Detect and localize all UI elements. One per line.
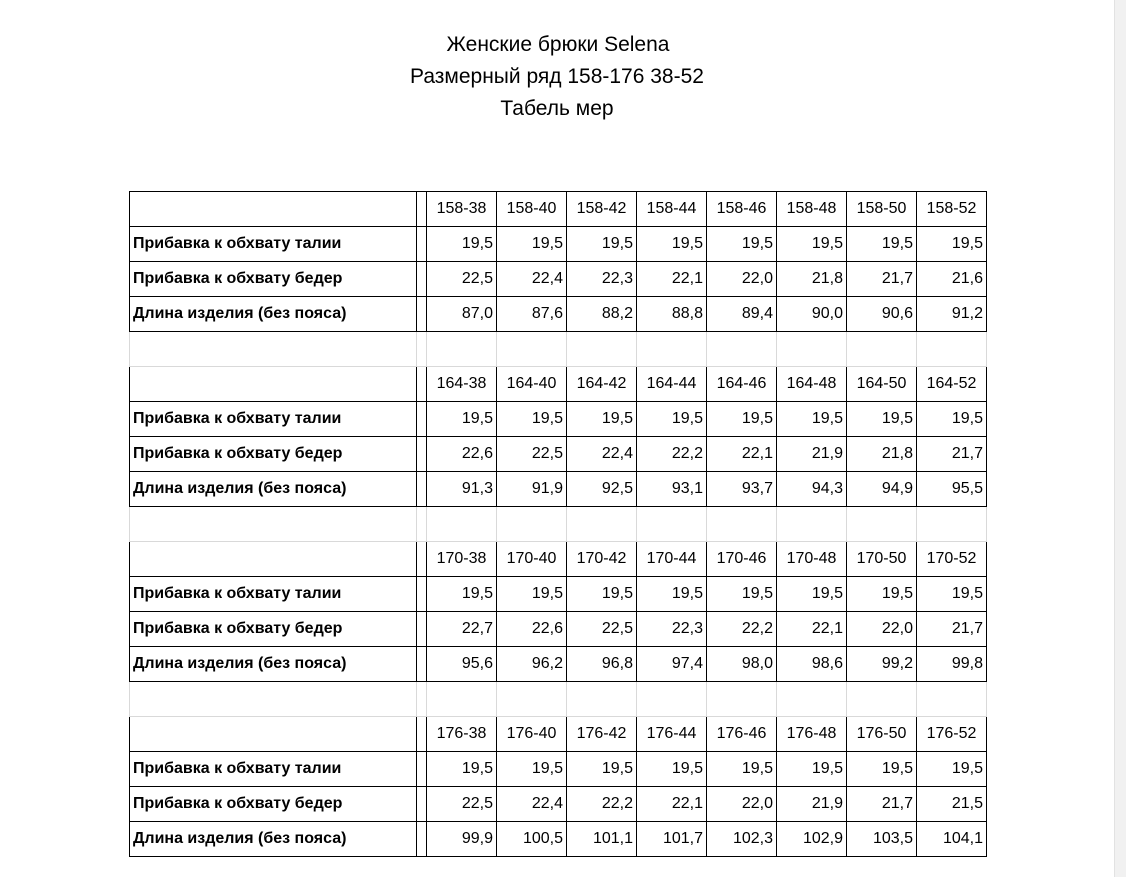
measurement-value: 19,5 <box>637 577 707 612</box>
measurement-value: 22,5 <box>497 437 567 472</box>
size-code-cell: 176-50 <box>847 717 917 752</box>
size-code-cell: 176-44 <box>637 717 707 752</box>
empty-cell <box>497 507 567 542</box>
measurement-value: 19,5 <box>847 577 917 612</box>
size-chart-body <box>130 192 987 857</box>
empty-cell <box>777 507 847 542</box>
empty-cell <box>130 332 417 367</box>
measurement-value: 19,5 <box>847 752 917 787</box>
gap-cell <box>417 717 427 752</box>
empty-cell <box>417 507 427 542</box>
measurement-value: 98,6 <box>777 647 847 682</box>
measurement-label: Прибавка к обхвату талии <box>130 402 417 437</box>
size-header-row <box>130 367 987 402</box>
gap-cell <box>417 472 427 507</box>
header-label-cell <box>130 192 417 227</box>
measurement-value: 102,9 <box>777 822 847 857</box>
spacer-row <box>130 507 987 542</box>
measurement-value: 97,4 <box>637 647 707 682</box>
measurement-value: 19,5 <box>427 752 497 787</box>
size-code-cell: 158-40 <box>497 192 567 227</box>
size-code-cell: 170-50 <box>847 542 917 577</box>
gap-cell <box>417 402 427 437</box>
measurement-value: 22,6 <box>497 612 567 647</box>
empty-cell <box>497 332 567 367</box>
measurement-value: 22,2 <box>637 437 707 472</box>
empty-cell <box>847 507 917 542</box>
empty-cell <box>427 332 497 367</box>
size-code-cell: 170-44 <box>637 542 707 577</box>
gap-cell <box>417 787 427 822</box>
measurement-value: 19,5 <box>497 227 567 262</box>
header-label-cell <box>130 367 417 402</box>
gap-cell <box>417 822 427 857</box>
empty-cell <box>917 682 987 717</box>
size-code-cell: 176-40 <box>497 717 567 752</box>
row-waist-ease <box>130 402 987 437</box>
empty-cell <box>567 507 637 542</box>
measurement-value: 95,6 <box>427 647 497 682</box>
measurement-value: 103,5 <box>847 822 917 857</box>
size-code-cell: 170-48 <box>777 542 847 577</box>
gap-cell <box>417 297 427 332</box>
measurement-value: 22,4 <box>567 437 637 472</box>
measurement-value: 22,2 <box>707 612 777 647</box>
measurement-value: 22,4 <box>497 262 567 297</box>
empty-cell <box>427 682 497 717</box>
row-garment-length <box>130 822 987 857</box>
measurement-value: 19,5 <box>497 577 567 612</box>
measurement-label: Прибавка к обхвату бедер <box>130 262 417 297</box>
measurement-value: 101,7 <box>637 822 707 857</box>
empty-cell <box>917 332 987 367</box>
measurement-label: Прибавка к обхвату бедер <box>130 612 417 647</box>
measurement-value: 19,5 <box>847 227 917 262</box>
measurement-label: Длина изделия (без пояса) <box>130 647 417 682</box>
measurement-value: 19,5 <box>917 402 987 437</box>
measurement-label: Длина изделия (без пояса) <box>130 297 417 332</box>
row-garment-length <box>130 472 987 507</box>
measurement-value: 19,5 <box>567 227 637 262</box>
empty-cell <box>847 332 917 367</box>
measurement-value: 93,7 <box>707 472 777 507</box>
measurement-value: 22,6 <box>427 437 497 472</box>
size-code-cell: 176-38 <box>427 717 497 752</box>
empty-cell <box>427 507 497 542</box>
measurement-value: 90,0 <box>777 297 847 332</box>
gap-cell <box>417 542 427 577</box>
measurement-value: 19,5 <box>637 227 707 262</box>
gap-cell <box>417 192 427 227</box>
measurement-value: 22,5 <box>427 787 497 822</box>
empty-cell <box>417 332 427 367</box>
size-code-cell: 176-52 <box>917 717 987 752</box>
measurement-value: 21,7 <box>917 612 987 647</box>
size-code-cell: 170-46 <box>707 542 777 577</box>
size-header-row <box>130 717 987 752</box>
gap-cell <box>417 262 427 297</box>
measurement-value: 19,5 <box>917 227 987 262</box>
measurement-label: Длина изделия (без пояса) <box>130 472 417 507</box>
measurement-value: 22,7 <box>427 612 497 647</box>
measurement-value: 95,5 <box>917 472 987 507</box>
measurement-value: 87,6 <box>497 297 567 332</box>
measurement-value: 22,3 <box>567 262 637 297</box>
empty-cell <box>777 682 847 717</box>
measurement-label: Прибавка к обхвату бедер <box>130 787 417 822</box>
size-code-cell: 158-44 <box>637 192 707 227</box>
spacer-row <box>130 682 987 717</box>
measurement-value: 19,5 <box>777 402 847 437</box>
measurement-value: 96,8 <box>567 647 637 682</box>
measurement-value: 22,1 <box>637 787 707 822</box>
spacer-row <box>130 332 987 367</box>
row-hip-ease <box>130 437 987 472</box>
measurement-value: 104,1 <box>917 822 987 857</box>
measurement-value: 19,5 <box>777 227 847 262</box>
size-code-cell: 164-38 <box>427 367 497 402</box>
measurement-value: 102,3 <box>707 822 777 857</box>
empty-cell <box>637 332 707 367</box>
scrollbar-track[interactable] <box>1114 0 1126 877</box>
measurement-value: 21,7 <box>917 437 987 472</box>
measurement-value: 21,5 <box>917 787 987 822</box>
empty-cell <box>130 507 417 542</box>
measurement-value: 99,8 <box>917 647 987 682</box>
measurement-value: 21,9 <box>777 787 847 822</box>
measurement-value: 22,1 <box>707 437 777 472</box>
size-code-cell: 158-50 <box>847 192 917 227</box>
size-code-cell: 176-42 <box>567 717 637 752</box>
size-code-cell: 164-52 <box>917 367 987 402</box>
size-code-cell: 164-42 <box>567 367 637 402</box>
size-code-cell: 164-44 <box>637 367 707 402</box>
empty-cell <box>637 507 707 542</box>
measurement-value: 19,5 <box>497 752 567 787</box>
size-code-cell: 170-42 <box>567 542 637 577</box>
row-garment-length <box>130 647 987 682</box>
measurement-label: Прибавка к обхвату талии <box>130 752 417 787</box>
measurement-value: 21,8 <box>847 437 917 472</box>
measurement-value: 21,7 <box>847 787 917 822</box>
measurement-value: 92,5 <box>567 472 637 507</box>
size-code-cell: 164-40 <box>497 367 567 402</box>
measurement-label: Прибавка к обхвату талии <box>130 577 417 612</box>
measurement-value: 91,9 <box>497 472 567 507</box>
size-header-row <box>130 542 987 577</box>
title-size-range: Размерный ряд 158-176 38-52 <box>410 65 704 88</box>
measurement-value: 19,5 <box>917 752 987 787</box>
measurement-value: 22,1 <box>777 612 847 647</box>
row-hip-ease <box>130 262 987 297</box>
measurement-value: 100,5 <box>497 822 567 857</box>
measurement-value: 22,2 <box>567 787 637 822</box>
measurement-value: 19,5 <box>637 402 707 437</box>
size-code-cell: 158-42 <box>567 192 637 227</box>
measurement-value: 98,0 <box>707 647 777 682</box>
measurement-value: 19,5 <box>567 752 637 787</box>
title-product-name: Женские брюки Selena <box>446 33 670 56</box>
measurement-value: 19,5 <box>567 402 637 437</box>
size-code-cell: 158-38 <box>427 192 497 227</box>
measurement-value: 19,5 <box>497 402 567 437</box>
measurement-value: 88,8 <box>637 297 707 332</box>
empty-cell <box>497 682 567 717</box>
measurement-value: 22,0 <box>707 262 777 297</box>
measurement-value: 99,9 <box>427 822 497 857</box>
header-label-cell <box>130 542 417 577</box>
empty-cell <box>417 682 427 717</box>
measurement-value: 22,5 <box>427 262 497 297</box>
measurement-value: 91,2 <box>917 297 987 332</box>
measurement-value: 89,4 <box>707 297 777 332</box>
size-code-cell: 158-52 <box>917 192 987 227</box>
row-waist-ease <box>130 577 987 612</box>
measurement-value: 19,5 <box>707 227 777 262</box>
measurement-value: 19,5 <box>567 577 637 612</box>
empty-cell <box>847 682 917 717</box>
size-code-cell: 170-40 <box>497 542 567 577</box>
measurement-value: 21,6 <box>917 262 987 297</box>
empty-cell <box>637 682 707 717</box>
size-code-cell: 170-52 <box>917 542 987 577</box>
size-header-row <box>130 192 987 227</box>
measurement-value: 19,5 <box>427 227 497 262</box>
row-hip-ease <box>130 612 987 647</box>
row-hip-ease <box>130 787 987 822</box>
empty-cell <box>917 507 987 542</box>
measurement-value: 101,1 <box>567 822 637 857</box>
empty-cell <box>707 332 777 367</box>
size-code-cell: 158-48 <box>777 192 847 227</box>
measurement-value: 22,5 <box>567 612 637 647</box>
measurement-value: 22,0 <box>847 612 917 647</box>
measurement-label: Длина изделия (без пояса) <box>130 822 417 857</box>
empty-cell <box>567 332 637 367</box>
measurement-value: 96,2 <box>497 647 567 682</box>
measurement-value: 87,0 <box>427 297 497 332</box>
size-code-cell: 164-50 <box>847 367 917 402</box>
measurement-value: 19,5 <box>427 402 497 437</box>
size-code-cell: 158-46 <box>707 192 777 227</box>
gap-cell <box>417 367 427 402</box>
measurement-value: 19,5 <box>707 402 777 437</box>
size-code-cell: 176-48 <box>777 717 847 752</box>
row-garment-length <box>130 297 987 332</box>
size-code-cell: 164-46 <box>707 367 777 402</box>
measurement-value: 99,2 <box>847 647 917 682</box>
measurement-value: 22,0 <box>707 787 777 822</box>
empty-cell <box>777 332 847 367</box>
measurement-value: 21,8 <box>777 262 847 297</box>
size-code-cell: 164-48 <box>777 367 847 402</box>
measurement-value: 91,3 <box>427 472 497 507</box>
measurement-value: 88,2 <box>567 297 637 332</box>
size-code-cell: 170-38 <box>427 542 497 577</box>
gap-cell <box>417 227 427 262</box>
gap-cell <box>417 612 427 647</box>
measurement-value: 19,5 <box>847 402 917 437</box>
measurement-value: 19,5 <box>777 752 847 787</box>
measurement-value: 19,5 <box>777 577 847 612</box>
measurement-value: 21,7 <box>847 262 917 297</box>
measurement-value: 19,5 <box>707 577 777 612</box>
measurement-label: Прибавка к обхвату талии <box>130 227 417 262</box>
measurement-value: 94,3 <box>777 472 847 507</box>
measurement-value: 19,5 <box>917 577 987 612</box>
empty-cell <box>130 682 417 717</box>
measurement-value: 21,9 <box>777 437 847 472</box>
empty-cell <box>707 682 777 717</box>
size-code-cell: 176-46 <box>707 717 777 752</box>
measurement-value: 22,1 <box>637 262 707 297</box>
size-chart-table <box>129 191 987 857</box>
measurement-value: 19,5 <box>427 577 497 612</box>
title-measurements-table: Табель мер <box>500 97 614 120</box>
empty-cell <box>707 507 777 542</box>
gap-cell <box>417 647 427 682</box>
row-waist-ease <box>130 752 987 787</box>
row-waist-ease <box>130 227 987 262</box>
measurement-value: 94,9 <box>847 472 917 507</box>
document-title <box>0 29 1114 125</box>
gap-cell <box>417 437 427 472</box>
measurement-label: Прибавка к обхвату бедер <box>130 437 417 472</box>
gap-cell <box>417 577 427 612</box>
header-label-cell <box>130 717 417 752</box>
measurement-value: 22,3 <box>637 612 707 647</box>
measurement-value: 22,4 <box>497 787 567 822</box>
measurement-value: 19,5 <box>707 752 777 787</box>
measurement-value: 90,6 <box>847 297 917 332</box>
measurement-value: 19,5 <box>637 752 707 787</box>
gap-cell <box>417 752 427 787</box>
measurement-value: 93,1 <box>637 472 707 507</box>
empty-cell <box>567 682 637 717</box>
